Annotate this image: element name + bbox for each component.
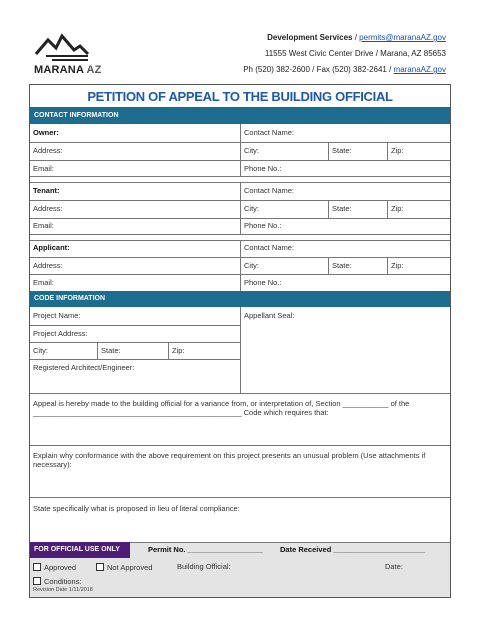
official-use-label: FOR OFFICIAL USE ONLY xyxy=(30,542,130,558)
form-title: PETITION OF APPEAL TO THE BUILDING OFFICIAL xyxy=(30,85,450,108)
applicant-email-field[interactable]: Email: xyxy=(33,278,54,287)
tenant-email-field[interactable]: Email: xyxy=(33,221,54,230)
architect-engineer-field[interactable]: Registered Architect/Engineer: xyxy=(33,363,135,372)
applicant-contact-name-field[interactable]: Contact Name: xyxy=(244,243,295,252)
appellant-seal-area[interactable]: Appellant Seal: xyxy=(244,311,295,320)
applicant-zip-field[interactable]: Zip: xyxy=(391,261,404,270)
contact-section-header: CONTACT INFORMATION xyxy=(30,108,450,124)
owner-contact-name-field[interactable]: Contact Name: xyxy=(244,128,295,137)
applicant-address-field[interactable]: Address: xyxy=(33,261,63,270)
checkbox-icon xyxy=(33,563,41,571)
tenant-label: Tenant: xyxy=(33,186,60,195)
header-phone-line: Ph (520) 382-2600 / Fax (520) 382-2641 / maranaAZ.gov xyxy=(243,65,446,74)
applicant-state-field[interactable]: State: xyxy=(332,261,352,270)
owner-label: Owner: xyxy=(33,128,59,137)
project-name-field[interactable]: Project Name: xyxy=(33,311,81,320)
header-address: 11555 West Civic Center Drive / Marana, AZ 85653 xyxy=(264,49,446,58)
tenant-state-field[interactable]: State: xyxy=(332,204,352,213)
lieu-compliance-field[interactable]: State specifically what is proposed in lieu of literal compliance: xyxy=(33,504,240,513)
applicant-phone-field[interactable]: Phone No.: xyxy=(244,278,282,287)
code-section-header: CODE INFORMATION xyxy=(30,291,450,307)
approved-checkbox[interactable]: Approved xyxy=(33,563,76,572)
permit-no-field[interactable]: Permit No. __________________ xyxy=(148,545,263,554)
tenant-address-field[interactable]: Address: xyxy=(33,204,63,213)
explain-conformance-field[interactable]: Explain why conformance with the above requirement on this project presents an unusual problem (Use attachments if necessary): xyxy=(33,451,426,469)
owner-city-field[interactable]: City: xyxy=(244,146,259,155)
not-approved-checkbox[interactable]: Not Approved xyxy=(96,563,152,572)
tenant-phone-field[interactable]: Phone No.: xyxy=(244,221,282,230)
tenant-contact-name-field[interactable]: Contact Name: xyxy=(244,186,295,195)
tenant-city-field[interactable]: City: xyxy=(244,204,259,213)
header-org-line: Development Services / permits@maranaAZ.gov xyxy=(267,33,446,42)
revision-date: Revision Date 1/11/2018 xyxy=(33,587,93,593)
conditions-checkbox[interactable]: Conditions: xyxy=(33,577,82,586)
owner-zip-field[interactable]: Zip: xyxy=(391,146,404,155)
owner-address-field[interactable]: Address: xyxy=(33,146,63,155)
email-link[interactable]: permits@maranaAZ.gov xyxy=(359,33,446,42)
owner-email-field[interactable]: Email: xyxy=(33,164,54,173)
appeal-statement[interactable]: Appeal is hereby made to the building official for a variance from, or interpretation of, Section ___________ of the __________________________________________________ Code which requires that: xyxy=(33,399,410,417)
owner-phone-field[interactable]: Phone No.: xyxy=(244,164,282,173)
owner-state-field[interactable]: State: xyxy=(332,146,352,155)
checkbox-icon xyxy=(33,577,41,585)
building-official-field[interactable]: Building Official: xyxy=(177,562,231,571)
org-name: Development Services xyxy=(267,33,353,42)
official-date-field[interactable]: Date: xyxy=(385,562,403,571)
project-address-field[interactable]: Project Address: xyxy=(33,329,88,338)
applicant-city-field[interactable]: City: xyxy=(244,261,259,270)
applicant-label: Applicant: xyxy=(33,243,70,252)
project-city-field[interactable]: City: xyxy=(33,346,48,355)
date-received-field[interactable]: Date Received ______________________ xyxy=(280,545,426,554)
project-zip-field[interactable]: Zip: xyxy=(172,346,185,355)
logo-text: MARANA AZ xyxy=(34,64,102,76)
project-state-field[interactable]: State: xyxy=(101,346,121,355)
checkbox-icon xyxy=(96,563,104,571)
tenant-zip-field[interactable]: Zip: xyxy=(391,204,404,213)
website-link[interactable]: maranaAZ.gov xyxy=(393,65,446,74)
